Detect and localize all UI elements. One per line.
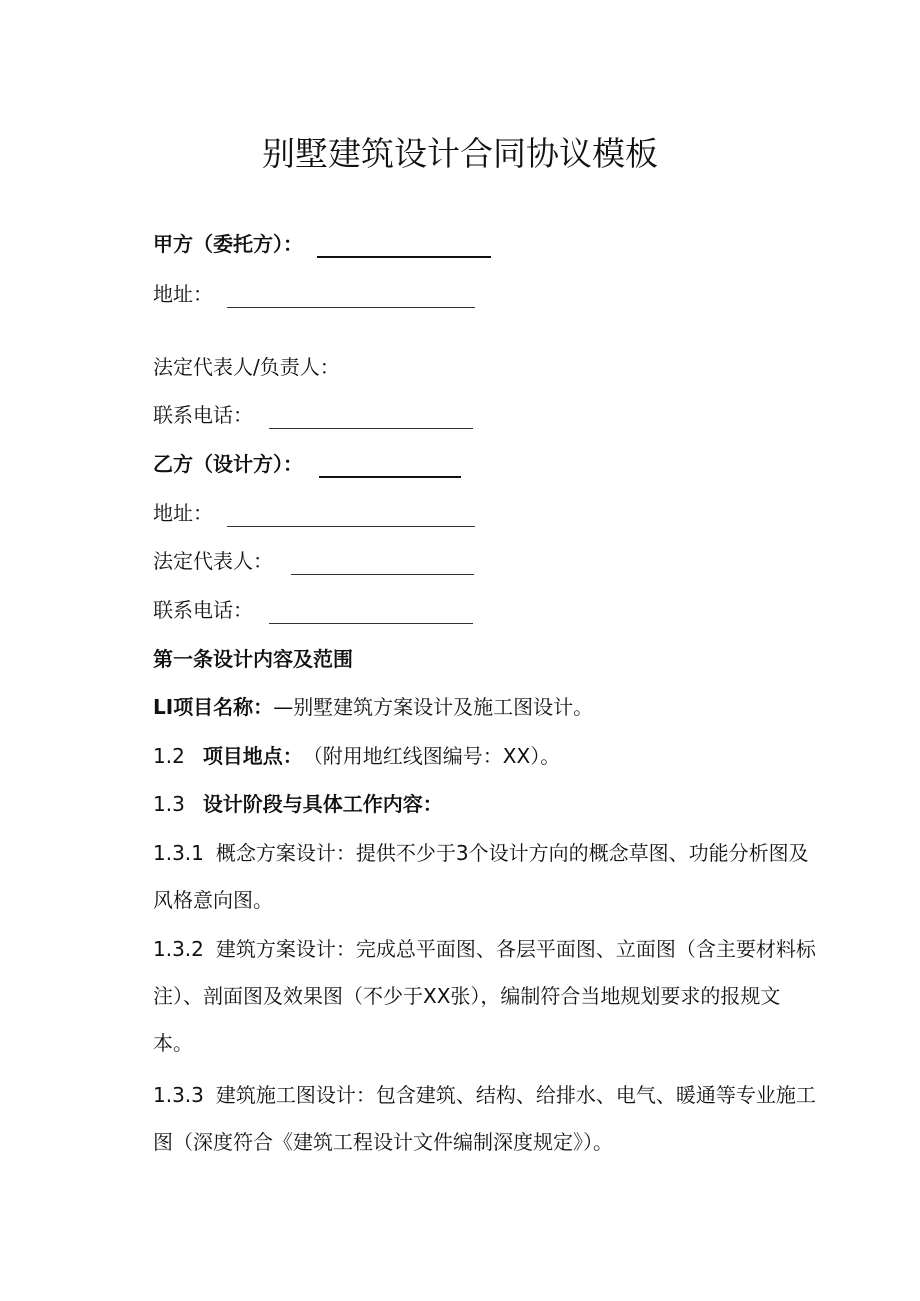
article-1-heading: 第一条设计内容及范围 xyxy=(153,647,353,671)
item-1-2-number: 1.2 xyxy=(153,744,185,768)
party-b-address-label: 地址： xyxy=(153,501,213,525)
party-b-phone-row xyxy=(153,596,473,624)
item-1-3-number: 1.3 xyxy=(153,792,185,816)
item-1-3-3-number: 1.3.3 xyxy=(153,1083,204,1107)
party-b-legal-rep-label: 法定代表人： xyxy=(153,549,273,573)
party-a-legal-rep-row xyxy=(153,353,340,381)
item-1-3-1 xyxy=(153,830,818,924)
party-a-address-row xyxy=(153,280,475,308)
party-a-label: 甲方（委托方）： xyxy=(153,232,303,256)
item-1-1 xyxy=(153,693,593,721)
item-1-1-number: LI xyxy=(153,695,174,719)
item-1-3-1-number: 1.3.1 xyxy=(153,841,204,865)
party-a-row xyxy=(153,230,491,258)
item-1-3-2-text: 建筑方案设计：完成总平面图、各层平面图、立面图（含主要材料标注）、剖面图及效果图（不少于XX张），编制符合当地规划要求的报规文本。 xyxy=(153,937,816,1055)
party-a-phone-blank[interactable] xyxy=(269,408,473,429)
item-1-3-1-text: 概念方案设计：提供不少于3个设计方向的概念草图、功能分析图及风格意向图。 xyxy=(153,841,809,912)
party-b-address-row xyxy=(153,499,475,527)
item-1-1-label: 项目名称： xyxy=(173,695,274,719)
party-a-phone-label: 联系电话： xyxy=(153,403,253,427)
party-a-address-blank[interactable] xyxy=(227,287,475,308)
party-a-phone-row xyxy=(153,401,473,429)
item-1-1-text: —别墅建筑方案设计及施工图设计。 xyxy=(273,695,594,719)
party-a-blank[interactable] xyxy=(317,236,491,258)
party-b-legal-rep-row xyxy=(153,547,474,575)
party-a-legal-rep-label: 法定代表人/负责人： xyxy=(153,355,340,379)
item-1-3-2 xyxy=(153,926,818,1067)
item-1-3-3-text: 建筑施工图设计：包含建筑、结构、给排水、电气、暖通等专业施工图（深度符合《建筑工程设计文件编制深度规定》）。 xyxy=(153,1083,816,1154)
party-b-row xyxy=(153,450,461,478)
item-1-3 xyxy=(153,790,443,818)
document-title: 别墅建筑设计合同协议模板 xyxy=(262,134,658,173)
party-b-address-blank[interactable] xyxy=(227,506,475,527)
party-a-address-label: 地址： xyxy=(153,282,213,306)
party-b-legal-rep-blank[interactable] xyxy=(291,554,474,575)
party-b-phone-label: 联系电话： xyxy=(153,598,253,622)
item-1-2-text: （附用地红线图编号：XX）。 xyxy=(302,744,561,768)
party-b-label: 乙方（设计方）： xyxy=(153,452,303,476)
item-1-3-3 xyxy=(153,1072,818,1166)
item-1-3-label: 设计阶段与具体工作内容： xyxy=(202,792,443,816)
party-b-blank[interactable] xyxy=(319,456,461,478)
item-1-3-2-number: 1.3.2 xyxy=(153,937,204,961)
party-b-phone-blank[interactable] xyxy=(269,603,473,624)
item-1-2 xyxy=(153,742,560,770)
item-1-2-label: 项目地点： xyxy=(202,744,303,768)
